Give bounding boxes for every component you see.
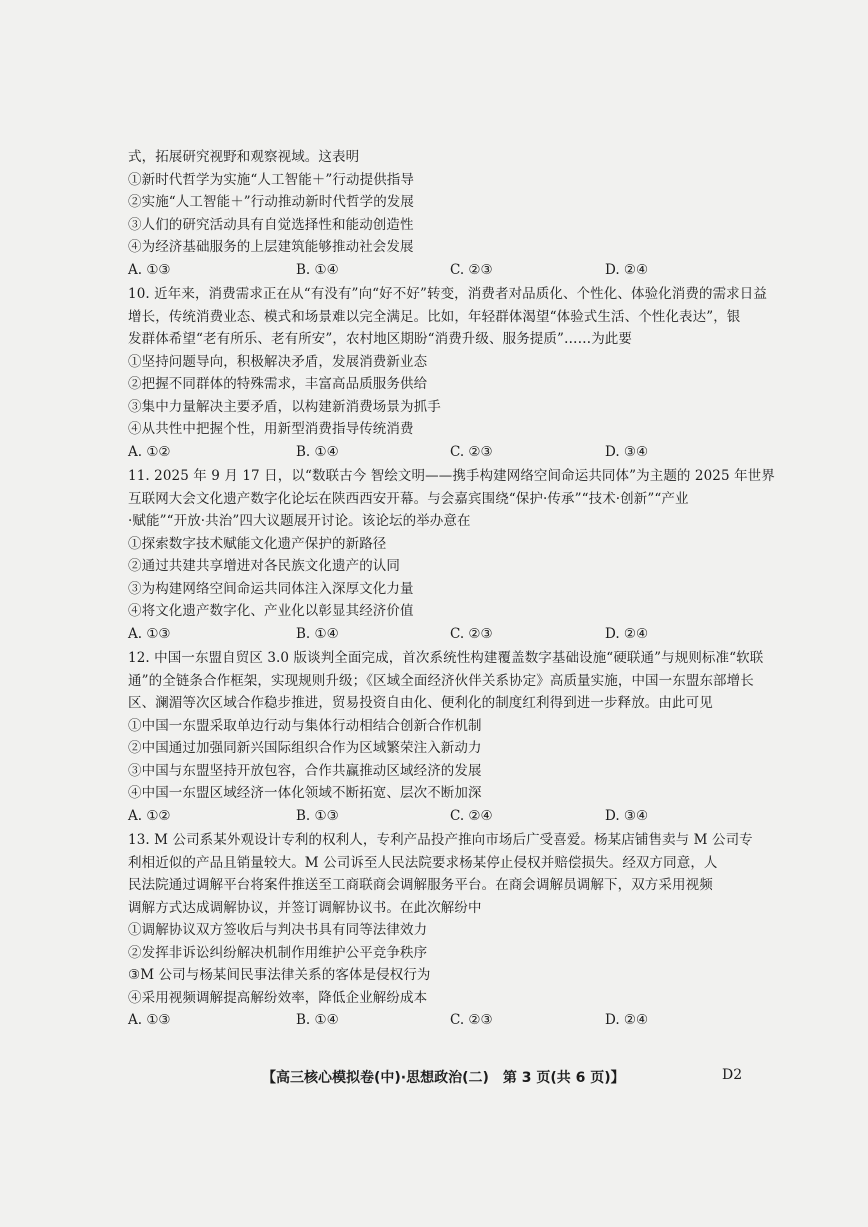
q13-stem-line-4: 调解方式达成调解协议，并签订调解协议书。在此次解纷中	[128, 899, 482, 916]
q11-stem-line-3: ·赋能”“开放·共治”四大议题展开讨论。该论坛的举办意在	[128, 513, 471, 529]
q11-answer-d: D. ②④	[605, 625, 649, 642]
q12-option-4: ④中国一东盟区域经济一体化领域不断拓宽、层次不断加深	[128, 785, 482, 801]
q12-answer-a: A. ①②	[128, 807, 171, 824]
q10-stem-line-3: 发群体希望“老有所乐、老有所安”，农村地区期盼“消费升级、服务提质”……为此要	[128, 331, 633, 347]
question-block	[128, 146, 775, 1032]
q9-option-1: ①新时代哲学为实施“人工智能＋”行动提供指导	[128, 171, 415, 188]
footer-title: 【高三核心模拟卷(中)·思想政治(二) 第 3 页(共 6 页)】	[262, 1070, 625, 1086]
q10-answer-c: C. ②③	[450, 443, 493, 460]
q12-option-1: ①中国一东盟采取单边行动与集体行动相结合创新合作机制	[128, 717, 482, 734]
q9-answers	[128, 259, 728, 282]
q10-answers	[128, 441, 728, 464]
q10-option-2: ②把握不同群体的特殊需求，丰富高品质服务供给	[128, 376, 428, 392]
q13-stem-line-3: 民法院通过调解平台将案件推送至工商联商会调解服务平台。在商会调解员调解下，双方采用视频	[128, 877, 713, 893]
q13-answer-a: A. ①③	[128, 1012, 171, 1028]
q11-stem-line-1: 11. 2025 年 9 月 17 日，以“数联古今 智绘文明——携手构建网络空间命运共同体”为主题的 2025 年世界	[128, 468, 775, 484]
q13-option-3: ③M 公司与杨某间民事法律关系的客体是侵权行为	[128, 967, 431, 983]
q10-stem-line-2: 增长，传统消费业态、模式和场景难以完全满足。比如，年轻群体渴望“体验式生活、个性化表达”，银	[128, 308, 741, 325]
q13-answers	[128, 1009, 728, 1032]
q11-stem-line-2: 互联网大会文化遗产数字化论坛在陕西西安开幕。与会嘉宾围绕“保护·传承”“技术·创新”“产业	[128, 490, 689, 507]
q13-answer-d: D. ②④	[605, 1012, 649, 1028]
q10-stem-line-1: 10. 近年来，消费需求正在从“有没有”向“好不好”转变，消费者对品质化、个性化、体验化消费的需求日益	[128, 286, 767, 302]
q12-answer-c: C. ②④	[450, 807, 493, 824]
q13-answer-b: B. ①④	[296, 1012, 339, 1028]
q9-option-3: ③人们的研究活动具有自觉选择性和能动创造性	[128, 216, 414, 233]
q11-option-3: ③为构建网络空间命运共同体注入深厚文化力量	[128, 580, 414, 597]
q11-answer-b: B. ①④	[296, 625, 339, 642]
q11-option-1: ①探索数字技术赋能文化遗产保护的新路径	[128, 535, 387, 552]
q11-option-4: ④将文化遗产数字化、产业化以彰显其经济价值	[128, 603, 414, 619]
q13-stem-line-2: 利相近似的产品且销量较大。M 公司诉至人民法院要求杨某停止侵权并赔偿损失。经双方同意，人	[128, 854, 718, 871]
q9-stem-tail: 式，拓展研究视野和观察视域。这表明	[128, 149, 360, 165]
q12-stem-line-3: 区、澜湄等次区域合作稳步推进，贸易投资自由化、便利化的制度红利得到进一步释放。由此可见	[128, 695, 713, 711]
q9-answer-d: D. ②④	[605, 261, 649, 278]
q12-answer-b: B. ①③	[296, 807, 339, 824]
q10-answer-a: A. ①②	[128, 443, 171, 460]
q10-answer-b: B. ①④	[296, 443, 339, 460]
q10-option-3: ③集中力量解决主要矛盾，以构建新消费场景为抓手	[128, 398, 441, 415]
q9-answer-a: A. ①③	[128, 261, 171, 278]
q10-answer-d: D. ③④	[605, 443, 649, 460]
q10-option-1: ①坚持问题导向，积极解决矛盾，发展消费新业态	[128, 353, 428, 370]
q10-option-4: ④从共性中把握个性，用新型消费指导传统消费	[128, 421, 414, 437]
q12-stem-line-2: 通”的全链条合作框架，实现规则升级；《区域全面经济伙伴关系协定》高质量实施，中国一东盟东部增长	[128, 672, 754, 689]
q11-answer-a: A. ①③	[128, 625, 171, 642]
q13-stem-line-1: 13. M 公司系某外观设计专利的权利人，专利产品投产推向市场后广受喜爱。杨某店铺售卖与 M 公司专	[128, 832, 753, 848]
q9-answer-b: B. ①④	[296, 261, 339, 278]
q12-answers	[128, 805, 728, 828]
q13-option-2: ②发挥非诉讼纠纷解决机制作用维护公平竞争秩序	[128, 944, 428, 961]
q9-answer-c: C. ②③	[450, 261, 493, 278]
q11-answer-c: C. ②③	[450, 625, 493, 642]
q9-option-4: ④为经济基础服务的上层建筑能够推动社会发展	[128, 239, 414, 255]
q12-option-2: ②中国通过加强同新兴国际组织合作为区域繁荣注入新动力	[128, 740, 482, 756]
q11-option-2: ②通过共建共享增进对各民族文化遗产的认同	[128, 558, 400, 574]
q12-answer-d: D. ③④	[605, 807, 649, 824]
q12-option-3: ③中国与东盟坚持开放包容，合作共赢推动区域经济的发展	[128, 762, 482, 779]
q13-option-1: ①调解协议双方签收后与判决书具有同等法律效力	[128, 922, 428, 938]
q12-stem-line-1: 12. 中国一东盟自贸区 3.0 版谈判全面完成，首次系统性构建覆盖数字基础设施“硬联通”与规则标准“软联	[128, 650, 764, 666]
q9-option-2: ②实施“人工智能＋”行动推动新时代哲学的发展	[128, 194, 415, 210]
q11-answers	[128, 623, 728, 646]
q13-answer-c: C. ②③	[450, 1012, 493, 1028]
footer-code: D2	[722, 1067, 743, 1083]
q13-option-4: ④采用视频调解提高解纷效率，降低企业解纷成本	[128, 989, 428, 1006]
